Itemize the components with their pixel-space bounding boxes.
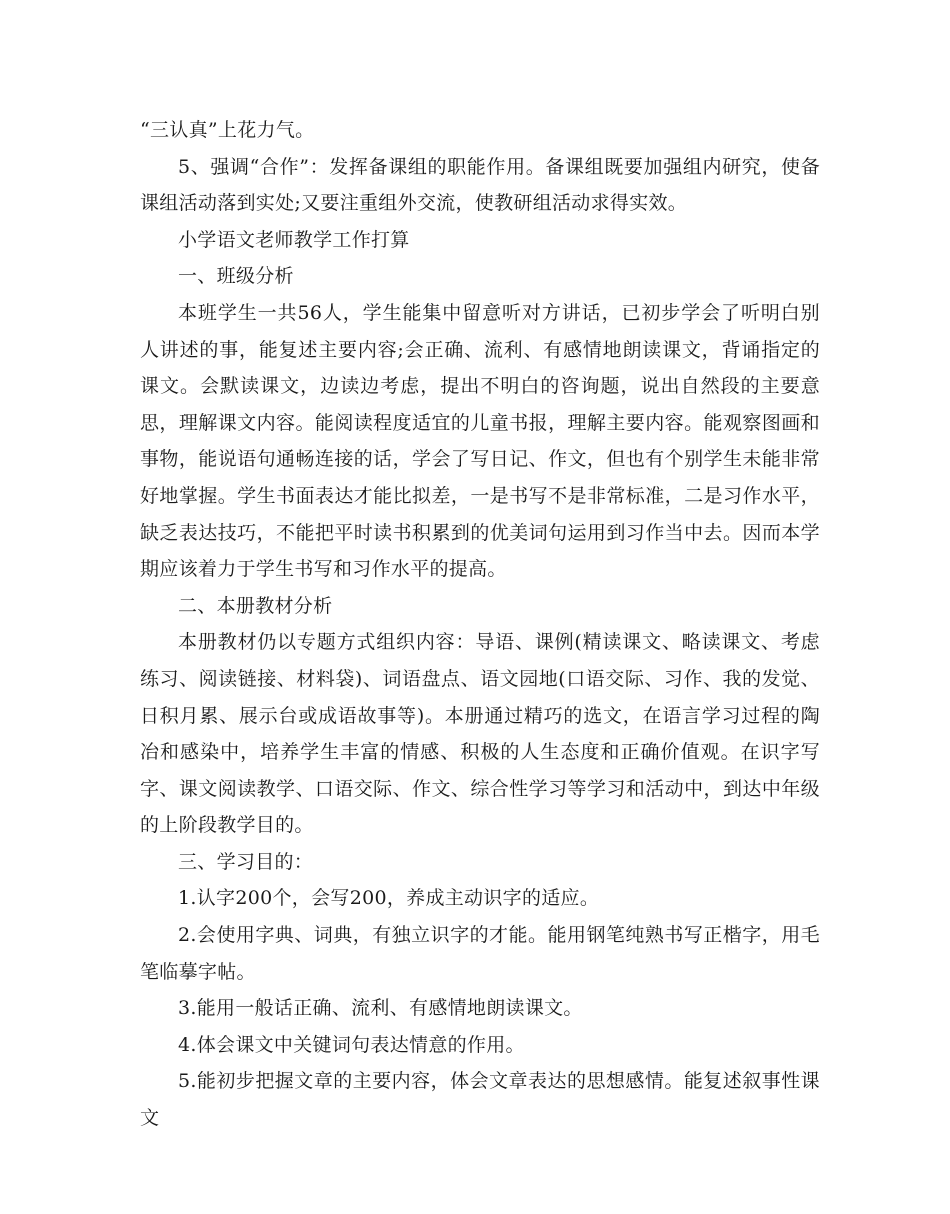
section-title: 小学语文老师教学工作打算	[178, 228, 410, 251]
goal-item-5: 5.能初步把握文章的主要内容，体会文章表达的思想感情。能复述叙事性课文	[140, 1070, 820, 1130]
paragraph-continuation: “三认真”上花力气。	[140, 119, 315, 141]
heading-class-analysis: 一、班级分析	[178, 265, 294, 288]
goal-item-2: 2.会使用字典、词典，有独立识字的才能。能用钢笔纯熟书写正楷字，用毛笔临摹字帖。	[140, 924, 820, 983]
goal-item-4: 4.体会课文中关键词句表达情意的作用。	[178, 1033, 525, 1056]
document-body	[140, 112, 820, 1137]
paragraph-class-analysis: 本班学生一共56人，学生能集中留意听对方讲话，已初步学会了听明白别人讲述的事，能复述主要内容;会正确、流利、有感情地朗读课文，背诵指定的课文。会默读课文，边读边考虑，提出不明白的咨询题，说出自然段的主要意思，理解课文内容。能阅读程度适宜的儿童书报，理解主要内容。能观察图画和事物，能说语句通畅连接的话，学会了写日记、作文，但也有个别学生未能非常好地掌握。学生书面表达才能比拟差，一是书写不是非常标准，二是习作水平，缺乏表达技巧，不能把平时读书积累到的优美词句运用到习作当中去。因而本学期应该着力于学生书写和习作水平的提高。	[140, 301, 820, 581]
heading-textbook-analysis: 二、本册教材分析	[178, 594, 333, 617]
paragraph-textbook-analysis: 本册教材仍以专题方式组织内容：导语、课例(精读课文、略读课文、考虑练习、阅读链接、材料袋)、词语盘点、语文园地(口语交际、习作、我的发觉、日积月累、展示台或成语故事等)。本册通过精巧的选文，在语言学习过程的陶冶和感染中，培养学生丰富的情感、积极的人生态度和正确价值观。在识字写字、课文阅读教学、口语交际、作文、综合性学习等学习和活动中，到达中年级的上阶段教学目的。	[140, 631, 820, 837]
goal-item-1: 1.认字200个，会写200，养成主动识字的适应。	[178, 887, 600, 910]
paragraph-cooperation-point: 5、强调“合作”：发挥备课组的职能作用。备课组既要加强组内研究，使备课组活动落到实处;又要注重组外交流，使教研组活动求得实效。	[140, 155, 820, 215]
goal-item-3: 3.能用一般话正确、流利、有感情地朗读课文。	[178, 997, 583, 1020]
heading-learning-goals: 三、学习目的：	[178, 850, 314, 873]
